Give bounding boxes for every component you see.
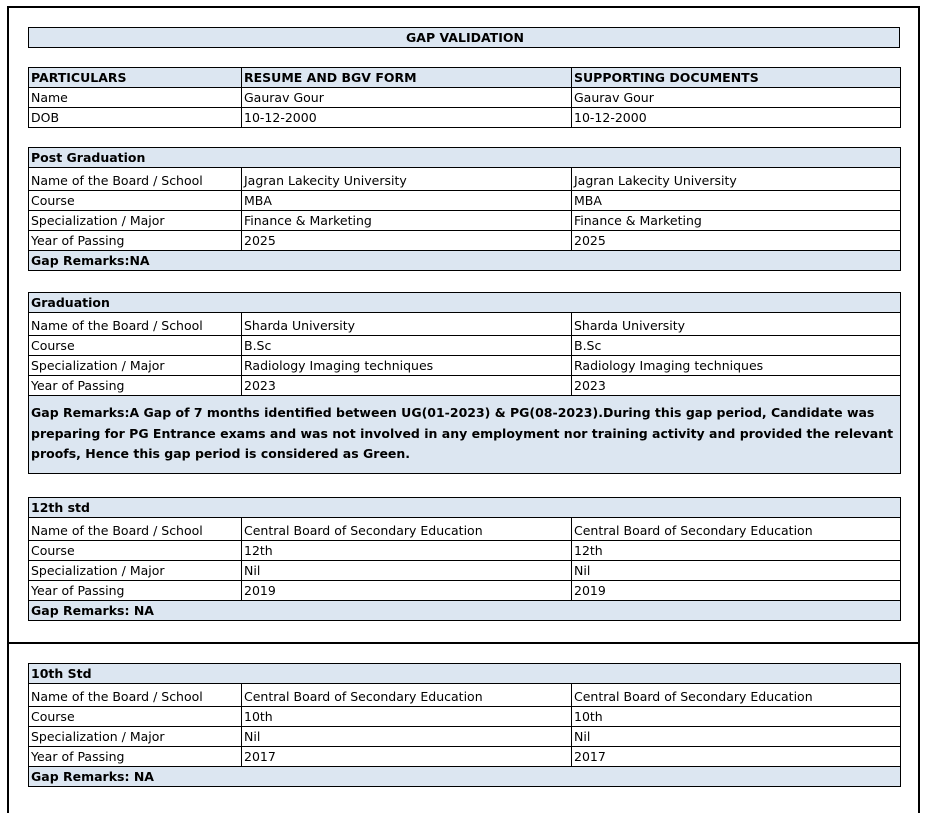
- section-heading: 12th std: [29, 498, 901, 518]
- cell-documents: 2017: [572, 747, 901, 767]
- gap-remarks: Gap Remarks: NA: [29, 601, 901, 621]
- cell-documents: Radiology Imaging techniques: [572, 356, 901, 376]
- cell-label: Name: [29, 88, 242, 108]
- table-row: [29, 707, 901, 727]
- cell-label: Course: [29, 707, 242, 727]
- cell-label: Name of the Board / School: [29, 684, 242, 707]
- cell-label: Specialization / Major: [29, 356, 242, 376]
- gap-remarks: Gap Remarks:NA: [29, 251, 901, 271]
- cell-resume: 2023: [242, 376, 572, 396]
- title-table: [28, 27, 900, 48]
- cell-label: Specialization / Major: [29, 727, 242, 747]
- cell-resume: Central Board of Secondary Education: [242, 684, 572, 707]
- cell-resume: 12th: [242, 541, 572, 561]
- cell-resume: Nil: [242, 561, 572, 581]
- column-header-documents: SUPPORTING DOCUMENTS: [572, 68, 901, 88]
- cell-resume: Radiology Imaging techniques: [242, 356, 572, 376]
- cell-label: Specialization / Major: [29, 211, 242, 231]
- cell-documents: 12th: [572, 541, 901, 561]
- section-post-graduation: [28, 147, 901, 271]
- cell-label: Course: [29, 191, 242, 211]
- cell-documents: 2019: [572, 581, 901, 601]
- cell-label: Specialization / Major: [29, 561, 242, 581]
- section-heading: 10th Std: [29, 664, 901, 684]
- cell-documents: Jagran Lakecity University: [572, 168, 901, 191]
- column-header-resume: RESUME AND BGV FORM: [242, 68, 572, 88]
- column-header-row: [29, 68, 901, 88]
- cell-label: Name of the Board / School: [29, 313, 242, 336]
- table-row: [29, 313, 901, 336]
- cell-label: Course: [29, 541, 242, 561]
- cell-label: Year of Passing: [29, 376, 242, 396]
- table-row: [29, 191, 901, 211]
- cell-resume: 10th: [242, 707, 572, 727]
- cell-resume: MBA: [242, 191, 572, 211]
- cell-label: Course: [29, 336, 242, 356]
- cell-documents: Sharda University: [572, 313, 901, 336]
- cell-documents: Nil: [572, 561, 901, 581]
- cell-documents: Central Board of Secondary Education: [572, 518, 901, 541]
- cell-label: Year of Passing: [29, 747, 242, 767]
- table-row: [29, 211, 901, 231]
- gap-remarks: Gap Remarks: NA: [29, 767, 901, 787]
- section-heading: Graduation: [29, 293, 901, 313]
- table-row: [29, 231, 901, 251]
- cell-resume: 2017: [242, 747, 572, 767]
- cell-documents: 10-12-2000: [572, 108, 901, 128]
- table-row: [29, 336, 901, 356]
- cell-documents: 10th: [572, 707, 901, 727]
- gap-remarks: Gap Remarks:A Gap of 7 months identified between UG(01-2023) & PG(08-2023).During this gap period, Candidate was preparing for PG Entrance exams and was not involved in any employment nor training activity and provided the relevant proofs, Hence this gap period is considered as Green.: [29, 396, 901, 474]
- cell-resume: Sharda University: [242, 313, 572, 336]
- cell-documents: 2023: [572, 376, 901, 396]
- cell-resume: Gaurav Gour: [242, 88, 572, 108]
- column-header-particulars: PARTICULARS: [29, 68, 242, 88]
- table-row: [29, 747, 901, 767]
- table-row: [29, 356, 901, 376]
- table-row: [29, 561, 901, 581]
- section-12th-std: [28, 497, 901, 621]
- cell-documents: Finance & Marketing: [572, 211, 901, 231]
- cell-label: DOB: [29, 108, 242, 128]
- table-row: [29, 684, 901, 707]
- section-heading: Post Graduation: [29, 148, 901, 168]
- cell-resume: Nil: [242, 727, 572, 747]
- table-row: [29, 518, 901, 541]
- section-10th-std: [28, 663, 901, 787]
- table-row: [29, 541, 901, 561]
- cell-resume: Jagran Lakecity University: [242, 168, 572, 191]
- page-title: GAP VALIDATION: [29, 28, 900, 48]
- cell-label: Name of the Board / School: [29, 168, 242, 191]
- table-row: [29, 376, 901, 396]
- personal-details-table: [28, 67, 901, 128]
- cell-resume: Finance & Marketing: [242, 211, 572, 231]
- table-row: [29, 168, 901, 191]
- cell-documents: 2025: [572, 231, 901, 251]
- cell-documents: Gaurav Gour: [572, 88, 901, 108]
- table-row: [29, 88, 901, 108]
- cell-resume: Central Board of Secondary Education: [242, 518, 572, 541]
- table-row: [29, 581, 901, 601]
- cell-resume: 2025: [242, 231, 572, 251]
- cell-resume: 2019: [242, 581, 572, 601]
- table-row: [29, 108, 901, 128]
- cell-documents: MBA: [572, 191, 901, 211]
- cell-label: Year of Passing: [29, 231, 242, 251]
- cell-label: Name of the Board / School: [29, 518, 242, 541]
- cell-documents: Central Board of Secondary Education: [572, 684, 901, 707]
- table-row: [29, 727, 901, 747]
- cell-documents: B.Sc: [572, 336, 901, 356]
- cell-resume: B.Sc: [242, 336, 572, 356]
- cell-label: Year of Passing: [29, 581, 242, 601]
- cell-documents: Nil: [572, 727, 901, 747]
- section-graduation: [28, 292, 901, 474]
- cell-resume: 10-12-2000: [242, 108, 572, 128]
